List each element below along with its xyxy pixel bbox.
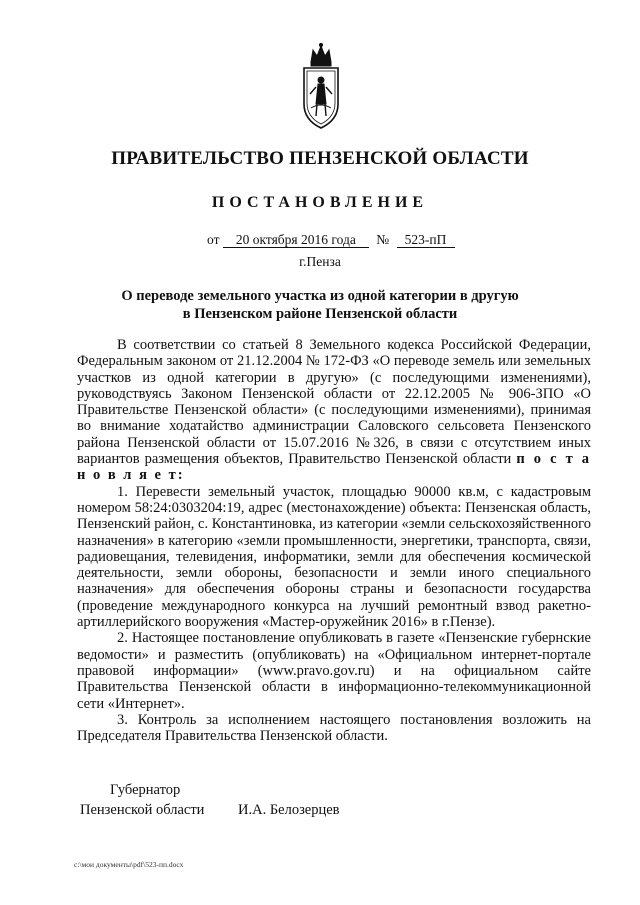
file-path-footer: c:\мои документы\pdf\523-пп.docx [74,860,184,869]
signatory-title: Губернатор [110,782,181,798]
date-number-line [207,232,455,248]
government-title: ПРАВИТЕЛЬСТВО ПЕНЗЕНСКОЙ ОБЛАСТИ [111,148,529,169]
city: г.Пенза [299,254,341,269]
signatory-region: Пензенской области [80,802,205,818]
resolves-keyword: п о с т а н о в л я е т: [77,451,592,484]
document-number: 523-пП [397,233,455,248]
document-body [77,337,591,744]
item-3-paragraph: 3. Контроль за исполнением настоящего постановления возложить на Председателя Правительства Пензенской области. [77,711,591,745]
number-label: № [376,232,390,247]
item-2-paragraph: 2. Настоящее постановление опубликовать в газете «Пензенские губернские ведомости» и разместить (опубликовать) на «Официальном интернет-портале правовой информации» (www.pravo.gov.ru) и на официальном сайте Правительства Пензенской области в информационно-телекоммуникационной сети «Интернет». [77,630,591,712]
subject-line-1: О переводе земельного участка из одной категории в другую [121,288,519,304]
coat-of-arms-icon [299,42,343,130]
subject-line-2: в Пензенском районе Пензенской области [182,306,458,322]
signatory-name: И.А. Белозерцев [238,802,340,818]
item-1-paragraph: 1. Перевести земельный участок, площадью 90000 кв.м, с кадастровым номером 58:24:0303204:19, адрес (местонахождение) объекта: Пензенская область, Пензенский район, с. Константиновка, из категории «земли сельскохозяйственного назначения» в категорию «земли промышленности, энергетики, транспорта, связи, радиовещания, телевидения, информатики, земли для обеспечения космической деятельности, земли обороны, безопасности и земли иного специального назначения» для обеспечения обороны страны и безопасности государства (проведение международного конкурса на лучший ремонтный взвод ракетно-артиллерийского вооружения «Мастер-оружейник 2016» в г.Пензе). [77,483,591,631]
preamble-paragraph [77,337,591,484]
document-type: ПОСТАНОВЛЕНИЕ [211,194,429,211]
document-date: 20 октября 2016 года [223,233,369,248]
document-subject [60,287,580,323]
date-prefix: от [207,232,220,247]
preamble-text: В соответствии со статьей 8 Земельного кодекса Российской Федерации, Федеральным законом от 21.12.2004 № 172-ФЗ «О переводе земель или земельных участков из одной категории в другую» (с последующими изменениями), руководствуясь Законом Пензенской области от 22.12.2005 № 906-ЗПО «О Правительстве Пензенской области» (с последующими изменениями), принимая во внимание ходатайство администрации Саловского сельсовета Пензенского района Пензенской области от 15.07.2016 №326, в связи с отсутствием иных вариантов размещения объектов, Правительство Пензенской области [77,337,591,468]
